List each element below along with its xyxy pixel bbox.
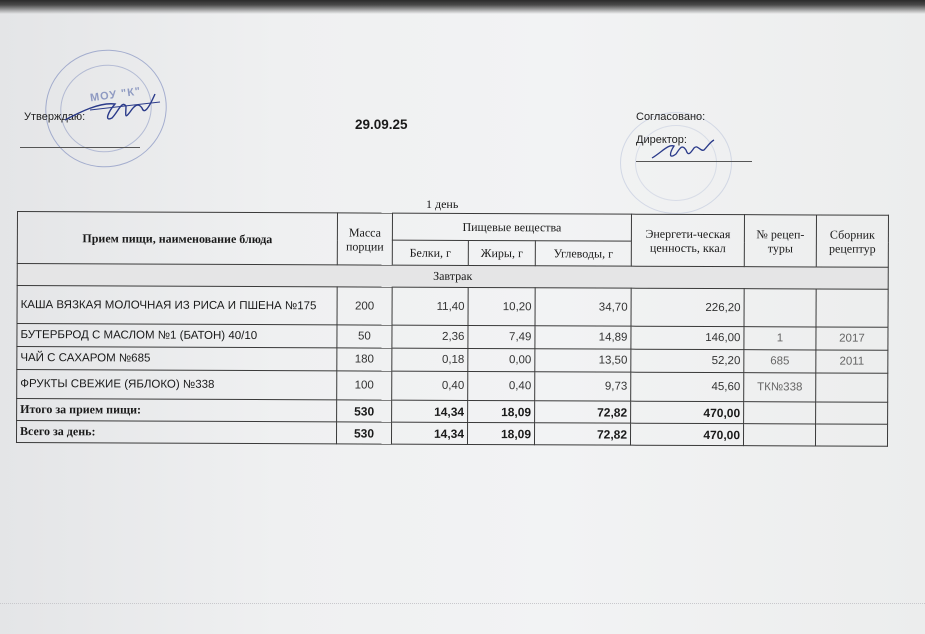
- dish-fat: 7,49: [468, 325, 535, 348]
- agreed-label: Согласовано:: [636, 111, 706, 123]
- stamp-text: МОУ "К": [89, 85, 143, 105]
- dish-energy: 146,00: [631, 326, 744, 349]
- col-fat-header: Жиры, г: [468, 240, 535, 265]
- dish-collection: [816, 373, 888, 402]
- director-signature: [648, 136, 718, 166]
- approve-label: Утверждаю:: [24, 111, 86, 123]
- dish-name: ЧАЙ С САХАРОМ №685: [17, 347, 337, 371]
- table-row: [17, 370, 888, 403]
- col-energy-header: Энергети-ческая ценность, ккал: [631, 214, 744, 266]
- day-total-row: [16, 421, 887, 447]
- menu-date: 29.09.25: [355, 117, 408, 132]
- col-carbs-header: Углеводы, г: [535, 241, 631, 266]
- section-breakfast: Завтрак: [17, 264, 888, 290]
- dish-protein: 11,40: [392, 287, 468, 325]
- col-nutrients-header: Пищевые вещества: [392, 213, 631, 241]
- dish-energy: 52,20: [631, 349, 744, 372]
- page-bottom-edge: [0, 603, 925, 604]
- day-total-protein: 14,34: [391, 422, 467, 444]
- day-total-collection: [815, 424, 887, 446]
- dish-collection: 2017: [816, 327, 888, 350]
- day-total-recipe: [743, 424, 815, 446]
- dish-mass: 200: [337, 287, 392, 325]
- paper-edge-shadow: [0, 0, 925, 14]
- table-row: [17, 286, 888, 328]
- director-label: Директор:: [636, 134, 687, 146]
- dish-carbs: 14,89: [535, 326, 631, 349]
- day-total-fat: 18,09: [467, 422, 534, 444]
- dish-energy: 45,60: [631, 372, 744, 401]
- col-recipe-header: № рецеп-туры: [744, 215, 816, 267]
- dish-mass: 100: [337, 371, 392, 400]
- dish-name: БУТЕРБРОД С МАСЛОМ №1 (БАТОН) 40/10: [17, 324, 337, 348]
- dish-recipe: 685: [744, 350, 816, 373]
- menu-table: [16, 211, 889, 447]
- dish-protein: 2,36: [392, 325, 468, 348]
- dish-fat: 10,20: [468, 287, 535, 325]
- dish-recipe: [744, 289, 816, 327]
- approve-signature: [60, 82, 170, 132]
- dish-mass: 180: [337, 348, 392, 371]
- col-meal-header: Прием пищи, наименование блюда: [17, 212, 337, 265]
- dish-fat: 0,00: [468, 348, 535, 371]
- table-header-row: [17, 212, 888, 243]
- day-total-label: Всего за день:: [16, 421, 336, 444]
- col-collection-header: Сборник рецептур: [816, 215, 888, 267]
- dish-mass: 50: [337, 325, 392, 348]
- dish-protein: 0,18: [392, 348, 468, 371]
- day-total-energy: 470,00: [630, 423, 743, 445]
- dish-carbs: 13,50: [535, 349, 631, 372]
- day-total-carbs: 72,82: [534, 423, 630, 445]
- dish-recipe: 1: [744, 327, 816, 350]
- meal-total-recipe: [744, 402, 816, 424]
- day-label: 1 день: [426, 197, 459, 211]
- meal-total-fat: 18,09: [468, 400, 535, 422]
- dish-collection: [816, 289, 888, 327]
- dish-energy: 226,20: [631, 288, 744, 326]
- dish-fat: 0,40: [468, 371, 535, 400]
- dish-carbs: 34,70: [535, 288, 631, 326]
- meal-total-mass: 530: [337, 400, 392, 422]
- dish-recipe: ТК№338: [744, 373, 816, 402]
- meal-total-label: Итого за прием пищи:: [17, 399, 337, 422]
- dish-protein: 0,40: [392, 371, 468, 400]
- approve-signature-line: [20, 147, 140, 148]
- meal-total-energy: 470,00: [631, 401, 744, 423]
- meal-total-protein: 14,34: [392, 400, 468, 422]
- day-total-mass: 530: [336, 422, 391, 444]
- dish-name: КАША ВЯЗКАЯ МОЛОЧНАЯ ИЗ РИСА И ПШЕНА №175: [17, 286, 337, 325]
- dish-collection: 2011: [816, 350, 888, 373]
- col-protein-header: Белки, г: [392, 240, 468, 265]
- dish-carbs: 9,73: [535, 372, 631, 401]
- meal-total-carbs: 72,82: [535, 401, 631, 423]
- meal-total-collection: [816, 402, 888, 424]
- col-mass-header: Масса порции: [337, 213, 392, 265]
- dish-name: ФРУКТЫ СВЕЖИЕ (ЯБЛОКО) №338: [17, 370, 337, 400]
